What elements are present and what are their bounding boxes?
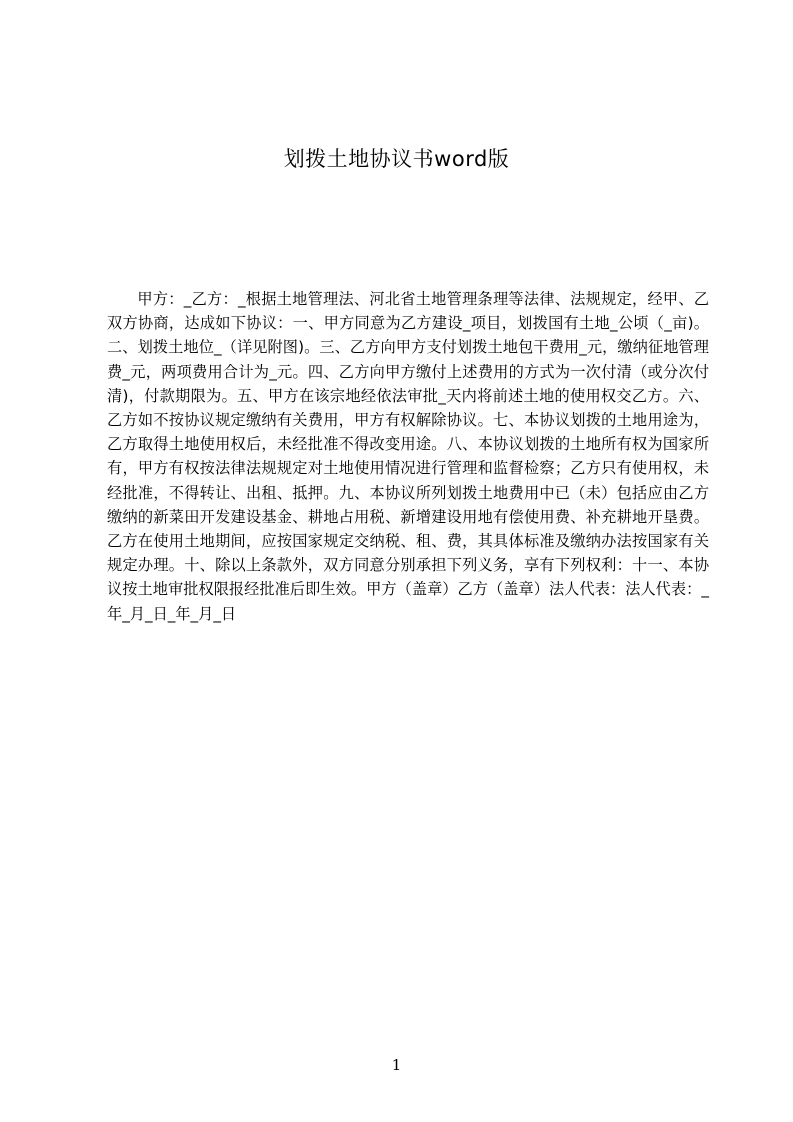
agreement-body-paragraph: 甲方：_乙方：_根据土地管理法、河北省土地管理条理等法律、法规规定，经甲、乙双方协商，达成如下协议：一、甲方同意为乙方建设_项目，划拨国有土地_公顷（_亩)。二、划拨土地位_（详见附图)。三、乙方向甲方支付划拨土地包干费用_元，缴纳征地管理费_元，两项费用合计为_元。四、乙方向甲方缴付上述费用的方式为一次付清（或分次付清)，付款期限为。五、甲方在该宗地经依法审批_天内将前述土地的使用权交乙方。六、乙方如不按协议规定缴纳有关费用，甲方有权解除协议。七、本协议划拨的土地用途为，乙方取得土地使用权后，未经批准不得改变用途。八、本协议划拨的土地所有权为国家所有，甲方有权按法律法规规定对土地使用情况进行管理和监督检察；乙方只有使用权，未经批准，不得转让、出租、抵押。九、本协议所列划拨土地费用中已（未）包括应由乙方缴纳的新菜田开发建设基金、耕地占用税、新增建设用地有偿使用费、补充耕地开垦费。乙方在使用土地期间，应按国家规定交纳税、租、费，其具体标准及缴纳办法按国家有关规定办理。十、除以上条款外，双方同意分别承担下列义务，享有下列权利：十一、本协议按土地审批权限报经批准后即生效。甲方（盖章）乙方（盖章）法人代表：法人代表：_年_月_日_年_月_日 <box>107 290 709 623</box>
document-title: 划拨土地协议书word版 <box>283 147 510 171</box>
page-number: 1 <box>391 1056 402 1074</box>
